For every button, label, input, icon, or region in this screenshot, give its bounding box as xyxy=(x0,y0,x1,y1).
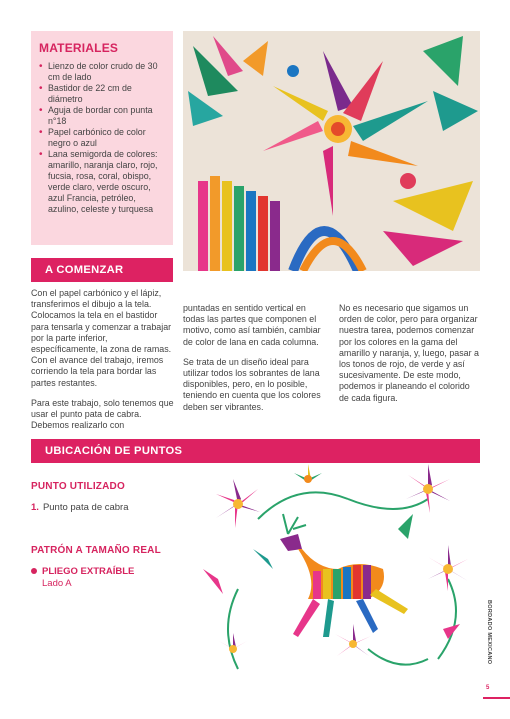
paragraph: puntadas en sentido vertical en todas las partes que componen el motivo, como así también, cambiar de color de lana en cada columna. xyxy=(183,303,321,347)
stitch-item xyxy=(31,502,129,513)
materials-title: MATERIALES xyxy=(39,41,119,55)
paragraph: Para este trabajo, solo tenemos que usar el punto pata de cabra. Debemos realizarlo con xyxy=(31,397,174,431)
paragraph: No es necesario que sigamos un orden de color, pero para organizar nuestra tarea, podemos comenzar por los colores en la gama del amarillo y naranja, y, luego, pasar a los tonos de rojo, de verde y así sucesivamente. De este modo, podemos ir planeando el colorido de cada figura. xyxy=(339,303,479,403)
stitch-name: Punto pata de cabra xyxy=(42,502,129,513)
bullet-icon xyxy=(31,568,37,574)
section-location-title: UBICACIÓN DE PUNTOS xyxy=(45,445,183,457)
page-number-bar xyxy=(483,697,510,699)
materials-item: • Lana semigorda de colores: amarillo, naranja claro, rojo, fucsia, rosa, coral, obispo, verde claro, verde oscuro, azul Francia, petróleo, azulino, celeste y turquesa xyxy=(39,149,165,215)
page-number: 5 xyxy=(486,685,490,691)
embroidery-photo-art xyxy=(183,31,480,271)
side-text: BORDADO MEXICANO xyxy=(486,600,492,665)
paragraph: Se trata de un diseño ideal para utilizar todos los sobrantes de lana disponibles, pero, en lo posible, teniendo en cuenta que los colores deben ser vibrantes. xyxy=(183,356,321,412)
section-start-title: A COMENZAR xyxy=(45,264,124,276)
sheet-side: Lado A xyxy=(42,578,72,589)
body-column-3 xyxy=(339,303,480,413)
pattern-heading: PATRÓN A TAMAÑO REAL xyxy=(31,545,161,556)
materials-item: • Papel carbónico de color negro o azul xyxy=(39,127,165,149)
body-column-1 xyxy=(31,288,176,440)
materials-box xyxy=(31,31,173,245)
materials-item: • Bastidor de 22 cm de diámetro xyxy=(39,83,165,105)
deer-pattern-illustration xyxy=(198,459,484,683)
deer-pattern-art xyxy=(198,459,484,683)
body-column-2 xyxy=(183,303,323,422)
materials-list xyxy=(39,61,165,215)
section-start-bar xyxy=(31,258,173,282)
pattern-sheet xyxy=(31,566,134,590)
sheet-label: PLIEGO EXTRAÍBLE xyxy=(42,566,135,577)
stitch-number: 1. xyxy=(31,502,39,513)
paragraph: Con el papel carbónico y el lápiz, transferimos el dibujo a la tela. Colocamos la tela en el bastidor para tensarla y comenzar a trabajar por la parte inferior, específicamente, la zona de ramas. Con el avance del trabajo, iremos corriendo la tela para bordar las partes restantes. xyxy=(31,288,172,388)
materials-item: • Aguja de bordar con punta n°18 xyxy=(39,105,165,127)
materials-item: • Lienzo de color crudo de 30 cm de lado xyxy=(39,61,165,83)
embroidery-photo xyxy=(183,31,480,271)
stitch-heading: PUNTO UTILIZADO xyxy=(31,481,125,492)
side-running-title xyxy=(481,600,495,680)
